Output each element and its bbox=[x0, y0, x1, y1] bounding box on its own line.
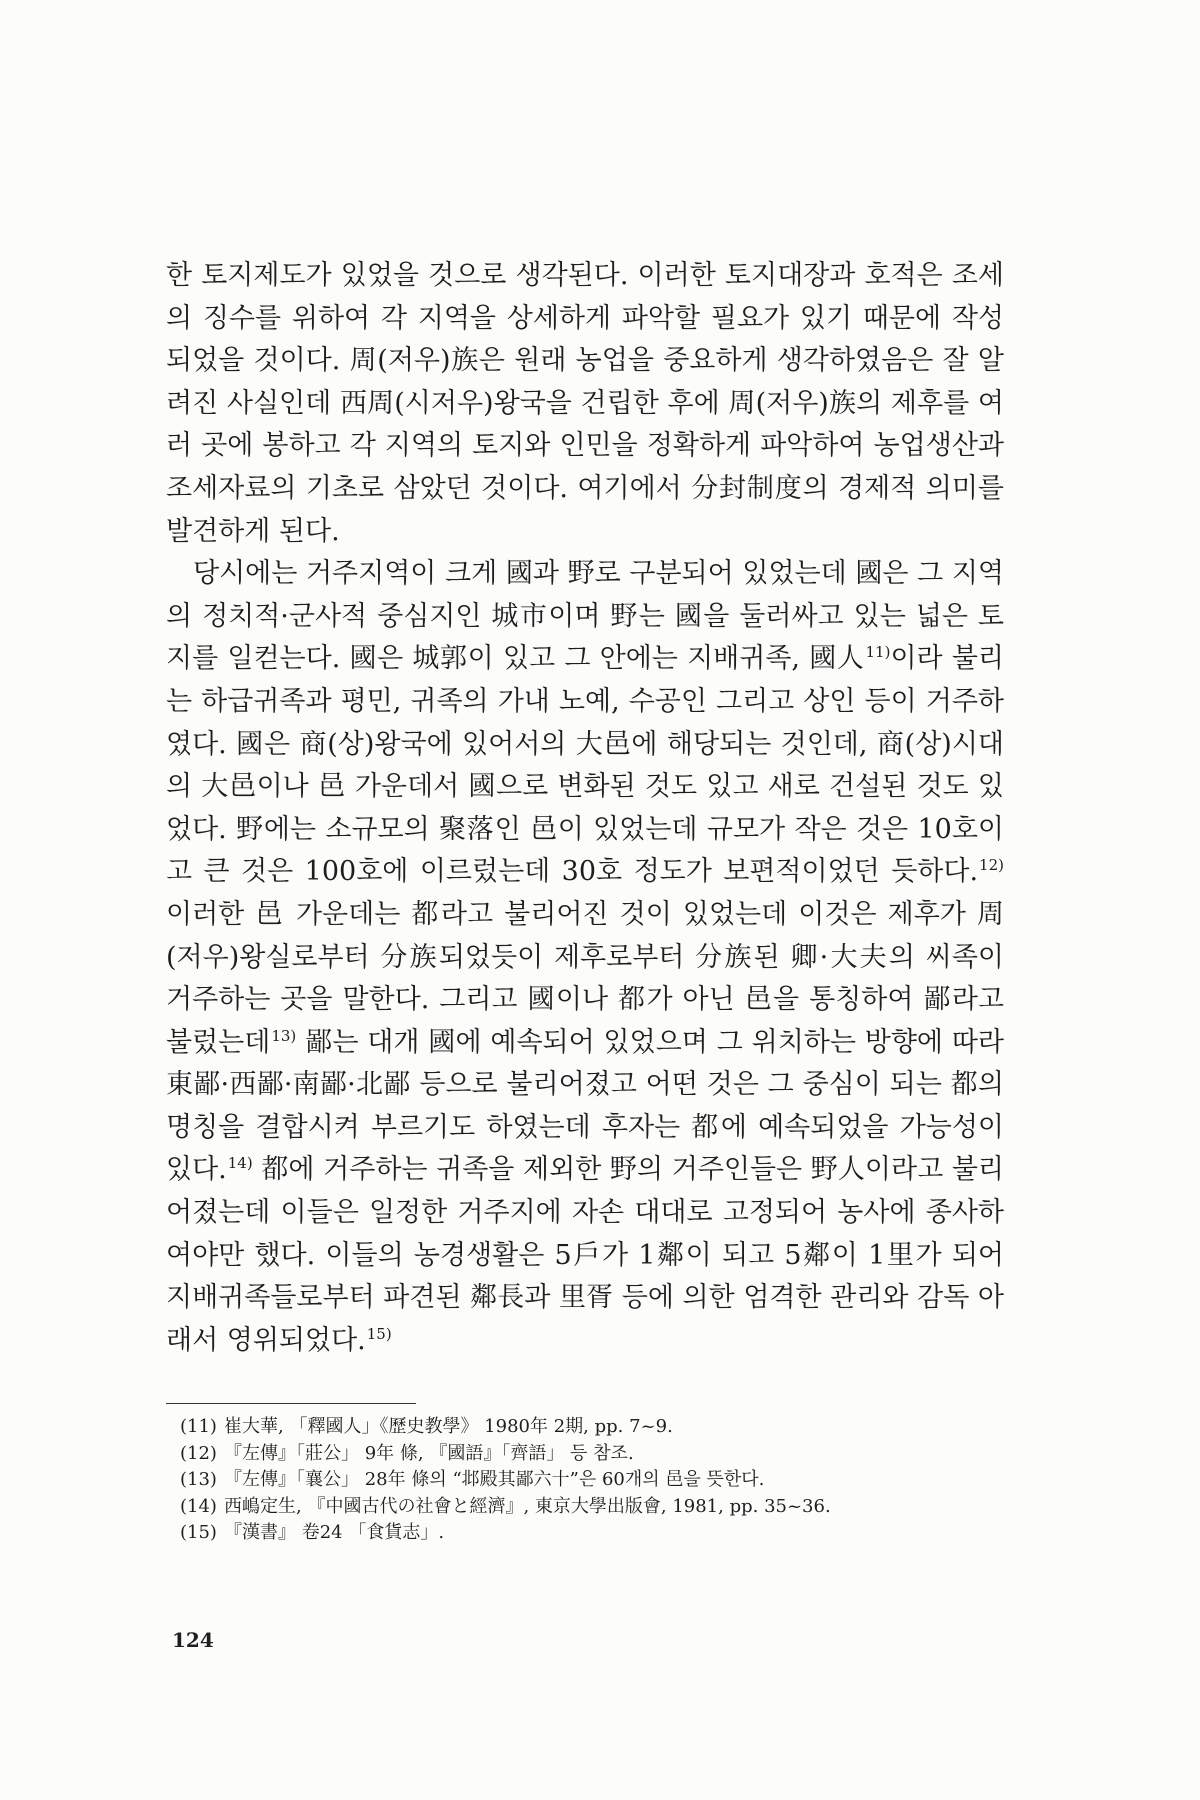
footnote-13 bbox=[180, 1467, 1000, 1494]
footnote-separator bbox=[166, 1403, 416, 1404]
body-text-run: 鄙는 대개 國에 예속되어 있었으며 그 위치하는 방향에 따라 東鄙·西鄙·南鄙·北鄙 등으로 불리어졌고 어떤 것은 그 중심이 되는 都의 명칭을 결합시켜 부르기도 하였는데 후자는 都에 예속되었을 가능성이 있다. bbox=[166, 1026, 1004, 1186]
footnote-text: 西嶋定生, 『中國古代の社會と經濟』, 東京大學出版會, 1981, pp. 35~36. bbox=[224, 1495, 831, 1517]
body-text-run: 당시에는 거주지역이 크게 國과 野로 구분되어 있었는데 國은 그 지역의 정치적·군사적 중심지인 城市이며 野는 國을 둘러싸고 있는 넓은 토지를 일컫는다. 國은 城郭이 있고 그 안에는 지배귀족, 國人 bbox=[166, 558, 1004, 675]
footnote-ref: 11) bbox=[865, 643, 891, 662]
body-text bbox=[166, 255, 1004, 1362]
footnote-11 bbox=[180, 1414, 1000, 1441]
footnote-14 bbox=[180, 1494, 1000, 1521]
footnote-number: (12) bbox=[180, 1442, 217, 1464]
footnote-ref: 15) bbox=[366, 1324, 392, 1343]
paragraph-2 bbox=[166, 553, 1004, 1362]
footnote-ref: 12) bbox=[979, 856, 1004, 875]
footnotes bbox=[180, 1414, 1000, 1547]
footnote-15 bbox=[180, 1520, 1000, 1547]
footnote-number: (15) bbox=[180, 1522, 217, 1543]
page-number: 124 bbox=[172, 1628, 214, 1652]
footnote-text: 崔大華, 「釋國人」《歷史教學》 1980年 2期, pp. 7~9. bbox=[224, 1416, 673, 1437]
footnote-text: 『左傳』「襄公」 28年 條의 “邶殿其鄙六十”은 60개의 邑을 뜻한다. bbox=[224, 1469, 765, 1490]
paragraph-1 bbox=[166, 255, 1004, 553]
footnote-ref: 14) bbox=[227, 1154, 253, 1173]
body-text-run: 都에 거주하는 귀족을 제외한 野의 거주인들은 野人이라고 불리어졌는데 이들은 일정한 거주지에 자손 대대로 고정되어 농사에 종사하여야만 했다. 이들의 농경생활은 5戶가 1鄰이 되고 5鄰이 1里가 되어 지배귀족들로부터 파견된 鄰長과 里胥 등에 의한 엄격한 관리와 감독 아래서 영위되었다. bbox=[166, 1154, 1004, 1356]
body-text-run: 이러한 邑 가운데는 都라고 불리어진 것이 있었는데 이것은 제후가 周(저우)왕실로부터 分族되었듯이 제후로부터 分族된 卿·大夫의 씨족이 거주하는 곳을 말한다. 그리고 國이나 都가 아닌 邑을 통칭하여 鄙라고 불렀는데 bbox=[166, 898, 1004, 1058]
footnote-text: 『左傳』「莊公」 9年 條, 『國語』「齊語」 등 참조. bbox=[224, 1442, 634, 1464]
footnote-12 bbox=[180, 1441, 1000, 1468]
footnote-number: (14) bbox=[180, 1495, 217, 1517]
body-text-run: 이라 불리는 하급귀족과 평민, 귀족의 가내 노예, 수공인 그리고 상인 등이 거주하였다. 國은 商(상)왕국에 있어서의 大邑에 해당되는 것인데, 商(상)시대의 大邑이나 邑 가운데서 國으로 변화된 것도 있고 새로 건설된 것도 있었다. 野에는 소규모의 聚落인 邑이 있었는데 규모가 작은 것은 10호이고 큰 것은 100호에 이르렀는데 30호 정도가 보편적이었던 듯하다. bbox=[166, 643, 1004, 888]
body-text-run: 한 토지제도가 있었을 것으로 생각된다. 이러한 토지대장과 호적은 조세의 징수를 위하여 각 지역을 상세하게 파악할 필요가 있기 때문에 작성되었을 것이다. 周(저우)族은 원래 농업을 중요하게 생각하였음은 잘 알려진 사실인데 西周(시저우)왕국을 건립한 후에 周(저우)族의 제후를 여러 곳에 봉하고 각 지역의 토지와 인민을 정확하게 파악하여 농업생산과 조세자료의 기초로 삼았던 것이다. 여기에서 分封制度의 경제적 의미를 발견하게 된다. bbox=[166, 260, 1004, 547]
footnote-number: (11) bbox=[180, 1416, 217, 1437]
footnote-text: 『漢書』 卷24 「食貨志」. bbox=[224, 1522, 445, 1543]
footnote-ref: 13) bbox=[271, 1026, 297, 1045]
footnote-number: (13) bbox=[180, 1469, 217, 1490]
